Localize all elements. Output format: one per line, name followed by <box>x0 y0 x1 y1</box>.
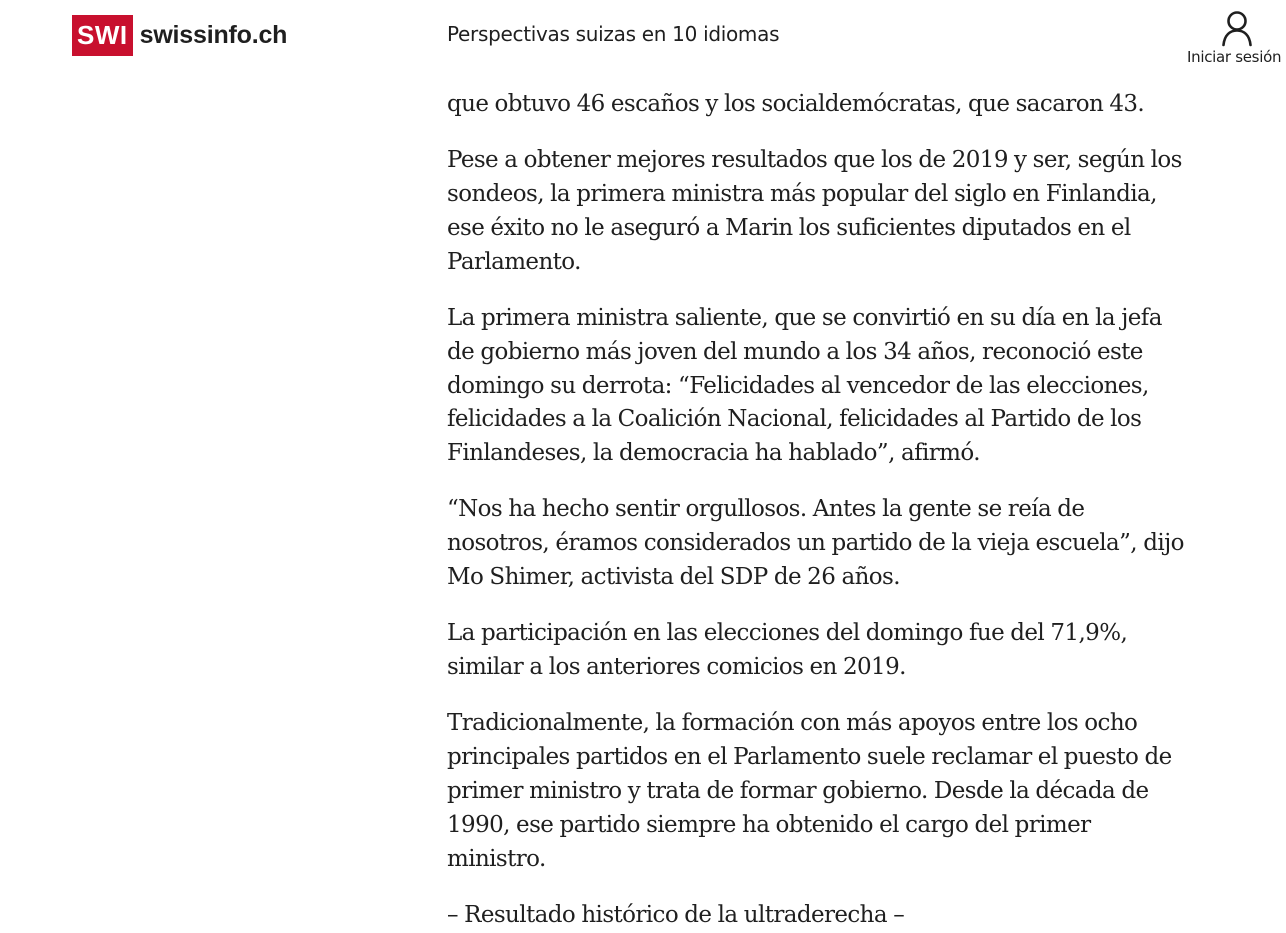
article-paragraph: que obtuvo 46 escaños y los socialdemócratas, que sacaron 43. <box>447 91 1145 117</box>
article-body <box>447 88 1187 933</box>
article-paragraph: La participación en las elecciones del domingo fue del 71,9%, similar a los anteriores comicios en 2019. <box>447 620 1128 681</box>
site-tagline: Perspectivas suizas en 10 idiomas <box>447 22 780 46</box>
logo-text: swissinfo.ch <box>139 21 288 49</box>
article-paragraph: Pese a obtener mejores resultados que los de 2019 y ser, según los sondeos, la primera ministra más popular del siglo en Finlandia, ese éxito no le aseguró a Marin los suficientes diputados en el Parlamento. <box>447 147 1182 275</box>
article-subheading: – Resultado histórico de la ultraderecha – <box>447 901 905 928</box>
article-paragraph: “Nos ha hecho sentir orgullosos. Antes la gente se reía de nosotros, éramos considerados un partido de la vieja escuela”, dijo Mo Shimer, activista del SDP de 26 años. <box>447 496 1184 591</box>
user-icon <box>1220 10 1254 46</box>
article-paragraph: La primera ministra saliente, que se convirtió en su día en la jefa de gobierno más joven del mundo a los 34 años, reconoció este domingo su derrota: “Felicidades al vencedor de las elecciones, felicidades a la Coalición Nacional, felicidades al Partido de los Finlandeses, la democracia ha hablado”, afirmó. <box>447 304 1162 467</box>
site-header <box>0 0 1281 84</box>
article-paragraph: Tradicionalmente, la formación con más apoyos entre los ocho principales partidos en el Parlamento suele reclamar el puesto de primer ministro y trata de formar gobierno. Desde la década de 1990, ese partido siempre ha obtenido el cargo del primer ministro. <box>447 710 1172 872</box>
login-label: Iniciar sesión <box>1187 48 1282 66</box>
swissinfo-logo[interactable] <box>72 15 287 56</box>
logo-mark: SWI <box>72 15 133 56</box>
